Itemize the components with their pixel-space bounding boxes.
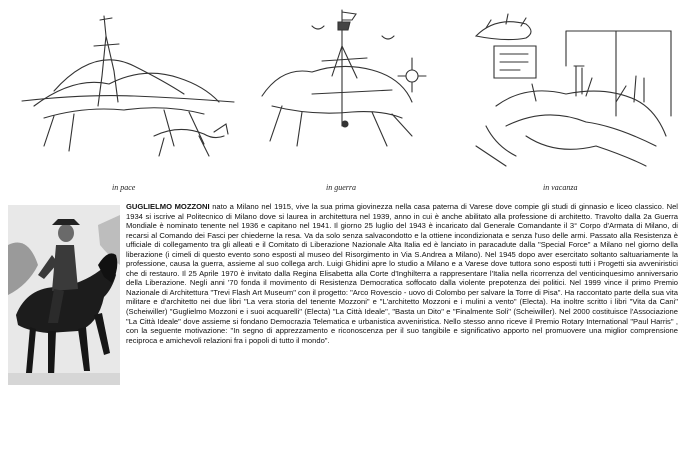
- photo-horse-rider: [8, 205, 120, 385]
- caption-in-guerra: in guerra: [326, 183, 356, 192]
- sketch-in-pace: [14, 6, 240, 176]
- sketch-in-guerra: [252, 6, 452, 176]
- biography-body: nato a Milano nel 1915, vive la sua prima giovinezza nella casa paterna di Varese dove compie gli studi di ginnasio e liceo classico. Nel 1934 si iscrive al Politecnico di Milano dove si laurea in architettura nel 1939, anno in cui è anche abilitato alla professione di architetto. Travolto dalla 2a Guerra Mondiale è nominato tenente nel 1936 e capitano nel 1941. Il giorno 25 luglio del 1943 è incaricato dal Generale Comandante il 3° Corpo d'Armata di Milano, di recarsi al Comando dei Fasci per chiederne la resa. Va da solo senza salvacondotto e la ottiene incondizionata e senza l'uso delle armi. Passato alla Resistenza è ufficiale di collegamento tra gli alleati e il Comitato di Liberazione Nazionale Alta Italia ed è lanciato in paracadute dalla "Special Force" a Milano nel giorno della liberazione (i cimeli di questo evento sono esposti al museo del Risorgimento in Via S.Andrea a Milano). Nel 1945 dopo aver esercitato soltanto saltuariamente la professione, causa la guerra, assieme al suo collega arch. Luigi Ghidini apre lo studio a Milano e a Varese dove tuttora sono esposti tutti i Progetti sia avveniristici che di restauro. Il 25 Aprile 1970 è invitato dalla Regina Elisabetta alla Corte d'Inghilterra a rappresentare l'Italia nella ricorrenza del venticinquesimo anniversario della Liberazione. Negli anni '70 fonda il movimento di Resistenza Democratica soffocato dalla violente prepotenza dei politici. Nel 1999 vince il primo Premio Nazionale di Architettura "Trevi Flash Art Museum" con il progetto: "Arco Rovescio - uovo di Colombo per salvare la Torre di Pisa". Ha raccontato parte della sua vita militare e d'architetto nei due libri "La vera storia del tenente Mozzoni" e "L'architetto Mozzoni e i mulini a vento" (Electa). Ha inoltre scritto i libri "Vita da Cani" (Scheiwiller) "Guglielmo Mozzoni e i suoi acquarelli" (Electa) "La Città Ideale", "Basta un Dito" e "Finalmente Soli" (Scheiwiller). Nel 2000 costituisce l'Associazione "La Città Ideale" dove assieme si fondano Democrazia Telematica e urbanistica avveniristica. Nello stesso anno riceve il Premio Rotary International "Paul Harris" , con la seguente motivazione: "In segno di apprezzamento e riconoscenza per il suo tangibile e significativo apporto nel promuovere una miglior comprensione reciproca e amichevoli relazioni fra i popoli di tutto il mondo".: [126, 202, 678, 345]
- biography-name: GUGLIELMO MOZZONI: [126, 202, 210, 211]
- caption-in-pace: in pace: [112, 183, 136, 192]
- caption-in-vacanza: in vacanza: [543, 183, 578, 192]
- sketch-in-vacanza: [466, 6, 678, 176]
- biography-text: [126, 202, 678, 447]
